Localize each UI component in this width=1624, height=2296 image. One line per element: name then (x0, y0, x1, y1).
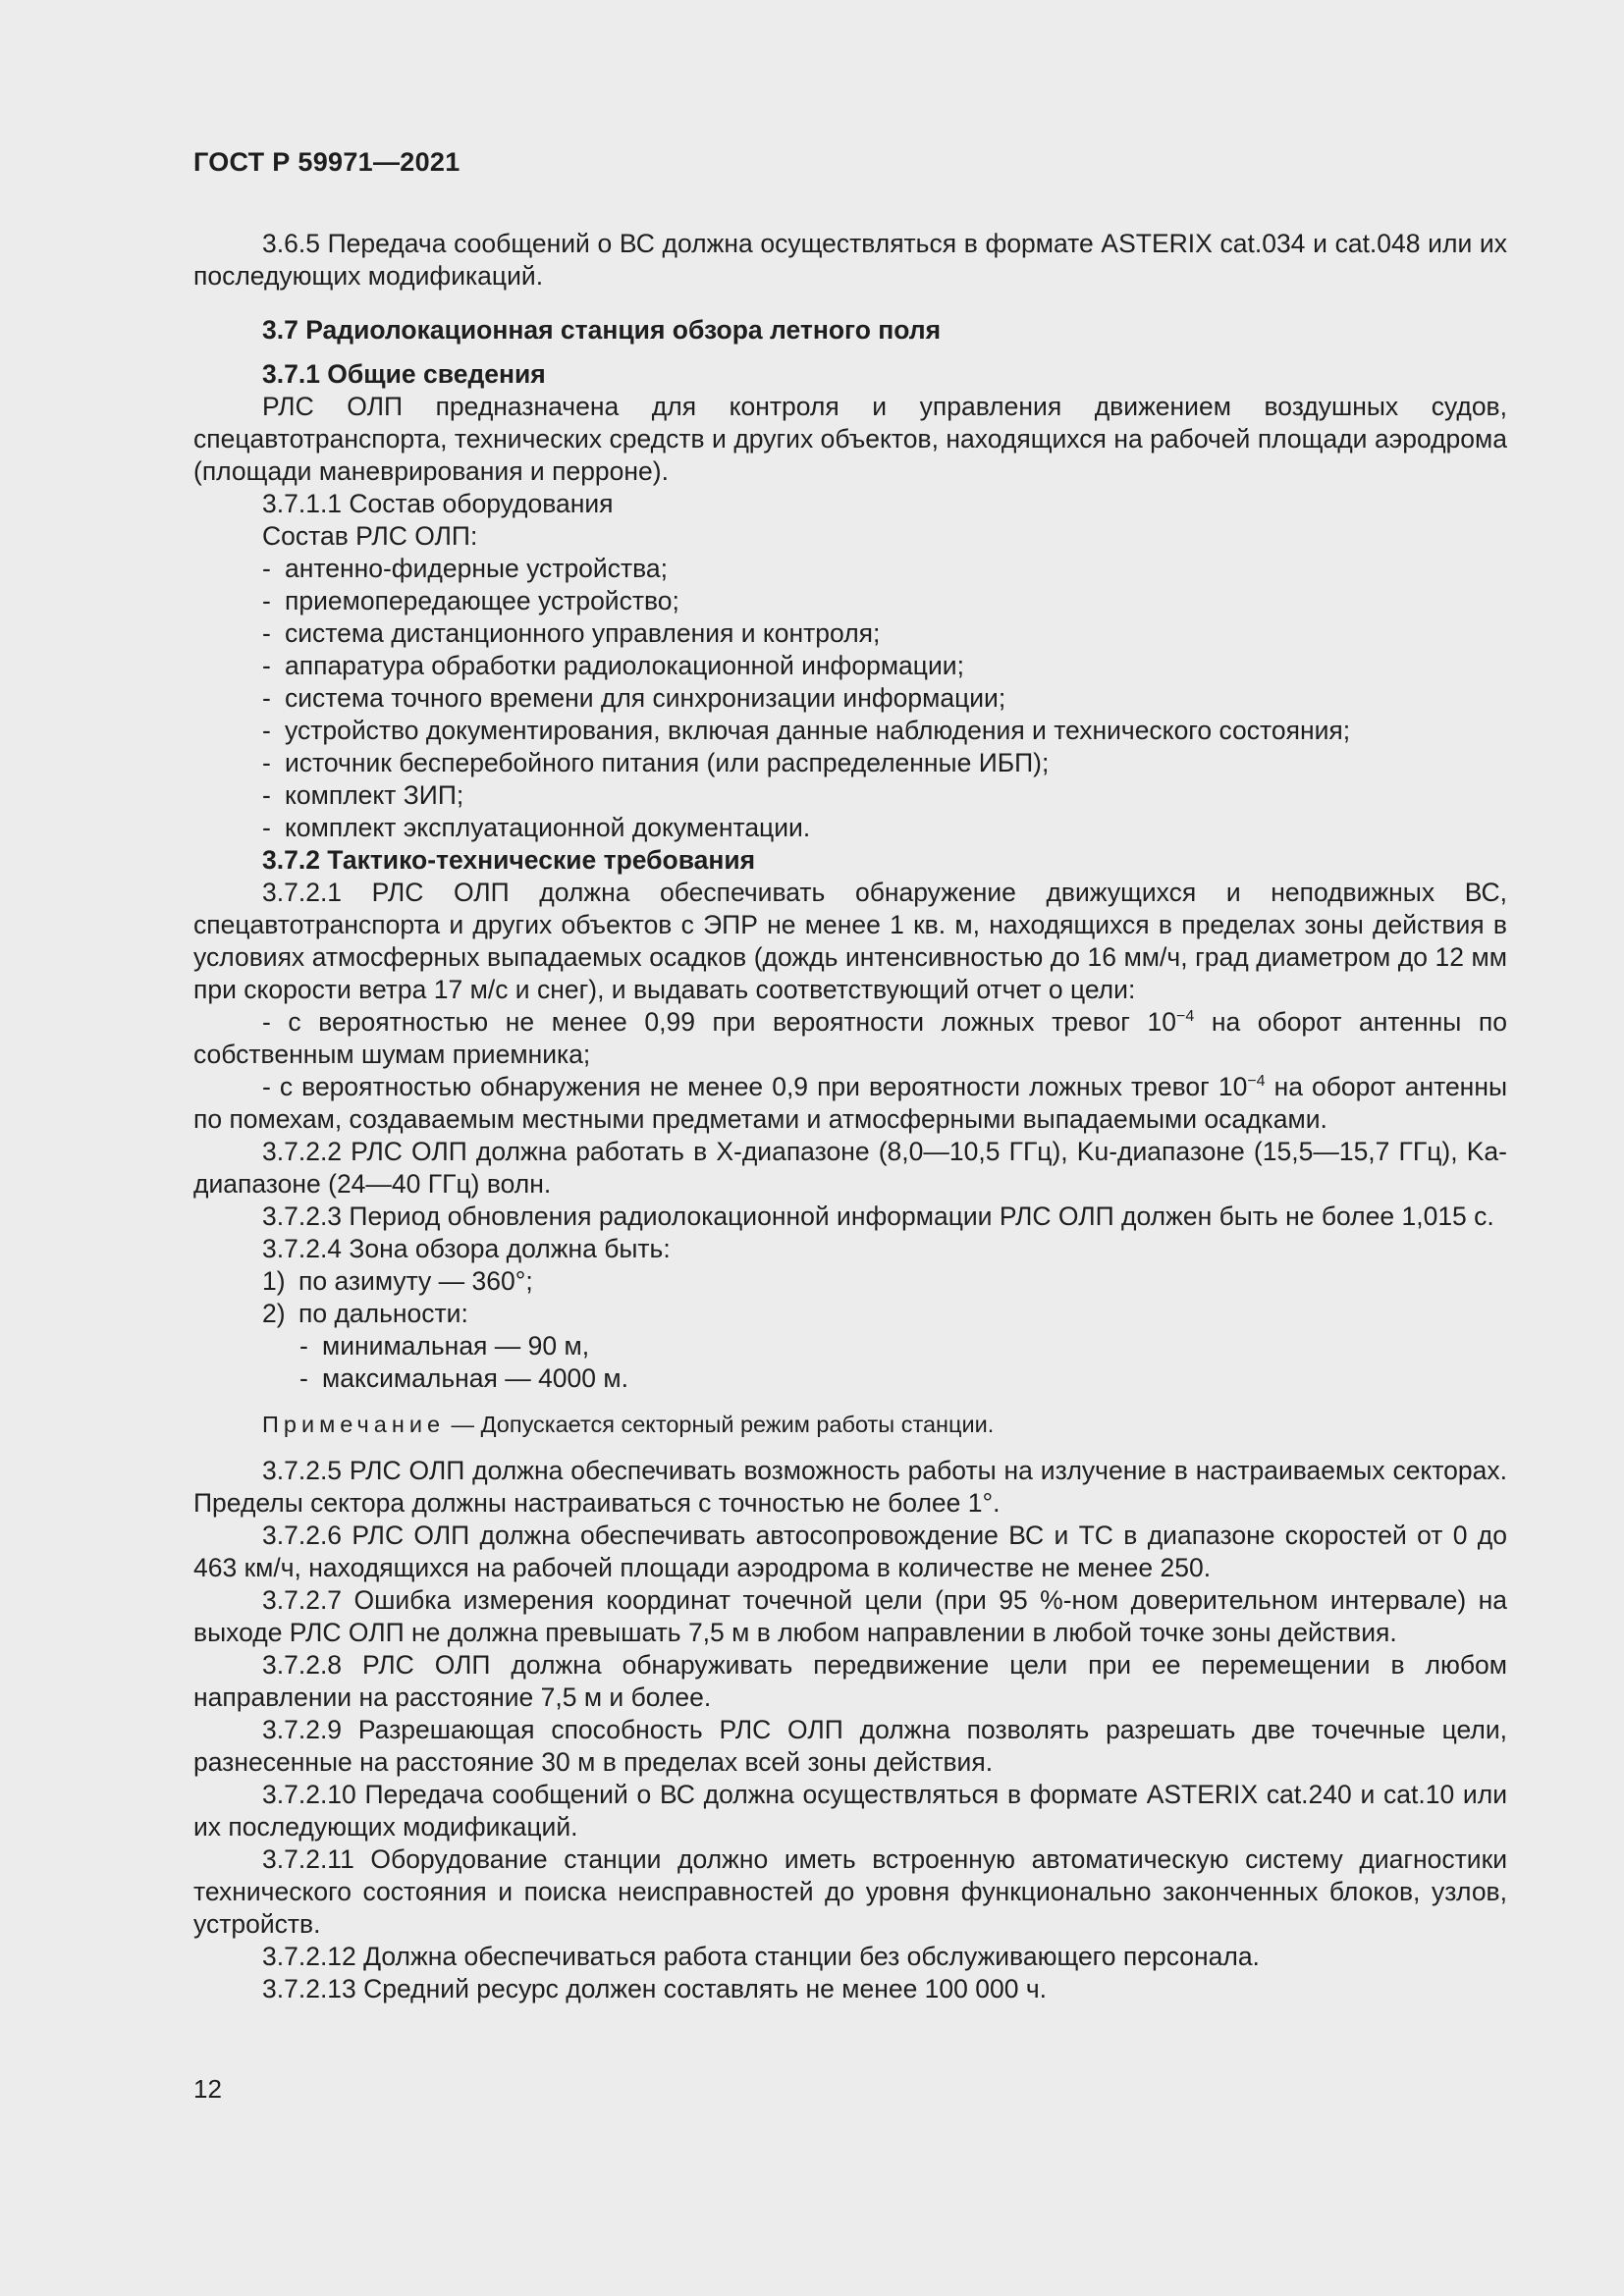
paragraph-3-7-2-11: 3.7.2.11 Оборудование станции должно иметь встроенную автоматическую систему диагностики технического состояния и поиска неисправностей до уровня функционально законченных блоков, узлов, устройств. (193, 1844, 1507, 1939)
note-text: — Допускается секторный режим работы станции. (445, 1412, 995, 1437)
section-3-7-2-title: 3.7.2 Тактико-технические требования (262, 845, 756, 875)
list-item: - антенно-фидерные устройства; (262, 554, 668, 583)
zone-range-min: - минимальная — 90 м, (299, 1331, 590, 1361)
paragraph-3-7-2-5: 3.7.2.5 РЛС ОЛП должна обеспечивать возможность работы на излучение в настраиваемых секторах. Пределы сектора должны настраиваться с точностью не более 1°. (193, 1456, 1507, 1518)
page-number: 12 (193, 2074, 222, 2104)
zone-item-azimuth: 1) по азимуту — 360°; (262, 1266, 533, 1296)
section-3-7-title: 3.7 Радиолокационная станция обзора летного поля (262, 315, 942, 345)
paragraph-3-7-2-7: 3.7.2.7 Ошибка измерения координат точечной цели (при 95 %-ном доверительном интервале) на выходе РЛС ОЛП не должна превышать 7,5 м в любом направлении в любой точке зоны действия. (193, 1585, 1507, 1647)
list-item: - система точного времени для синхронизации информации; (262, 683, 1006, 713)
paragraph-3-7-2-13: 3.7.2.13 Средний ресурс должен составлять не менее 100 000 ч. (262, 1974, 1047, 2003)
paragraph-3-7-2-1: 3.7.2.1 РЛС ОЛП должна обеспечивать обнаружение движущихся и неподвижных ВС, спецавтотранспорта и других объектов с ЭПР не менее 1 кв. м, находящихся в пределах зоны действия в условиях атмосферных выпадаемых осадков (дождь интенсивностью до 16 мм/ч, град диаметром до 12 мм при скорости ветра 17 м/с и снег), и выдавать соответствующий отчет о цели: (193, 878, 1507, 1004)
zone-range-max: - максимальная — 4000 м. (299, 1363, 628, 1393)
list-item: - приемопередающее устройство; (262, 586, 679, 615)
list-item: - комплект эксплуатационной документации. (262, 813, 811, 842)
list-item: - аппаратура обработки радиолокационной информации; (262, 651, 964, 680)
list-item: - система дистанционного управления и контроля; (262, 618, 881, 648)
paragraph-3-7-1-1-title: 3.7.1.1 Состав оборудования (262, 489, 614, 518)
note-label: Примечание (262, 1412, 446, 1437)
paragraph-3-7-2-6: 3.7.2.6 РЛС ОЛП должна обеспечивать автосопровождение ВС и ТС в диапазоне скоростей от 0 до 463 км/ч, находящихся на рабочей площади аэродрома в количестве не менее 250. (193, 1521, 1507, 1582)
paragraph-3-7-2-2: 3.7.2.2 РЛС ОЛП должна работать в X-диапазоне (8,0—10,5 ГГц), Ku-диапазоне (15,5—15,7 ГГц), Ka-диапазоне (24—40 ГГц) волн. (193, 1137, 1507, 1199)
paragraph-3-6-5: 3.6.5 Передача сообщений о ВС должна осуществляться в формате ASTERIX cat.034 и cat.048 или их последующих модификаций. (193, 229, 1507, 291)
document-body (193, 228, 1507, 2005)
paragraph-3-7-2-1-a: - с вероятностью не менее 0,99 при вероятности ложных тревог $10^{-4}$ на оборот антенны по собственным шумам приемника; (193, 1007, 1507, 1069)
document-header: ГОСТ Р 59971—2021 (193, 147, 460, 177)
paragraph-3-7-1-intro: РЛС ОЛП предназначена для контроля и управления движением воздушных судов, спецавтотранспорта, технических средств и других объектов, находящихся на рабочей площади аэродрома (площади маневрирования и перроне). (193, 392, 1507, 486)
paragraph-3-7-2-9: 3.7.2.9 Разрешающая способность РЛС ОЛП должна позволять разрешать две точечные цели, разнесенные на расстояние 30 м в пределах всей зоны действия. (193, 1715, 1507, 1777)
zone-item-range: 2) по дальности: (262, 1299, 468, 1328)
note (262, 1409, 1507, 1441)
paragraph-3-7-2-10: 3.7.2.10 Передача сообщений о ВС должна осуществляться в формате ASTERIX cat.240 и cat.10 или их последующих модификаций. (193, 1780, 1507, 1842)
list-item: - устройство документирования, включая данные наблюдения и технического состояния; (262, 716, 1351, 745)
paragraph-3-7-2-3: 3.7.2.3 Период обновления радиолокационной информации РЛС ОЛП должен быть не более 1,015 с. (262, 1201, 1494, 1231)
paragraph-3-7-2-8: 3.7.2.8 РЛС ОЛП должна обнаруживать передвижение цели при ее перемещении в любом направлении на расстояние 7,5 м и более. (193, 1650, 1507, 1712)
list-item: - источник бесперебойного питания (или распределенные ИБП); (262, 748, 1050, 777)
section-3-7-1-title: 3.7.1 Общие сведения (262, 359, 546, 389)
composition-list (193, 553, 1507, 844)
list-item: - комплект ЗИП; (262, 780, 464, 810)
paragraph-3-7-2-4: 3.7.2.4 Зона обзора должна быть: (262, 1234, 671, 1263)
paragraph-3-7-1-1-lead: Состав РЛС ОЛП: (262, 521, 478, 551)
paragraph-3-7-2-12: 3.7.2.12 Должна обеспечиваться работа станции без обслуживающего персонала. (262, 1942, 1260, 1971)
paragraph-3-7-2-1-b: - с вероятностью обнаружения не менее 0,9 при вероятности ложных тревог $10^{-4}$ на оборот антенны по помехам, создаваемым местными предметами и атмосферными выпадаемыми осадками. (193, 1072, 1507, 1134)
